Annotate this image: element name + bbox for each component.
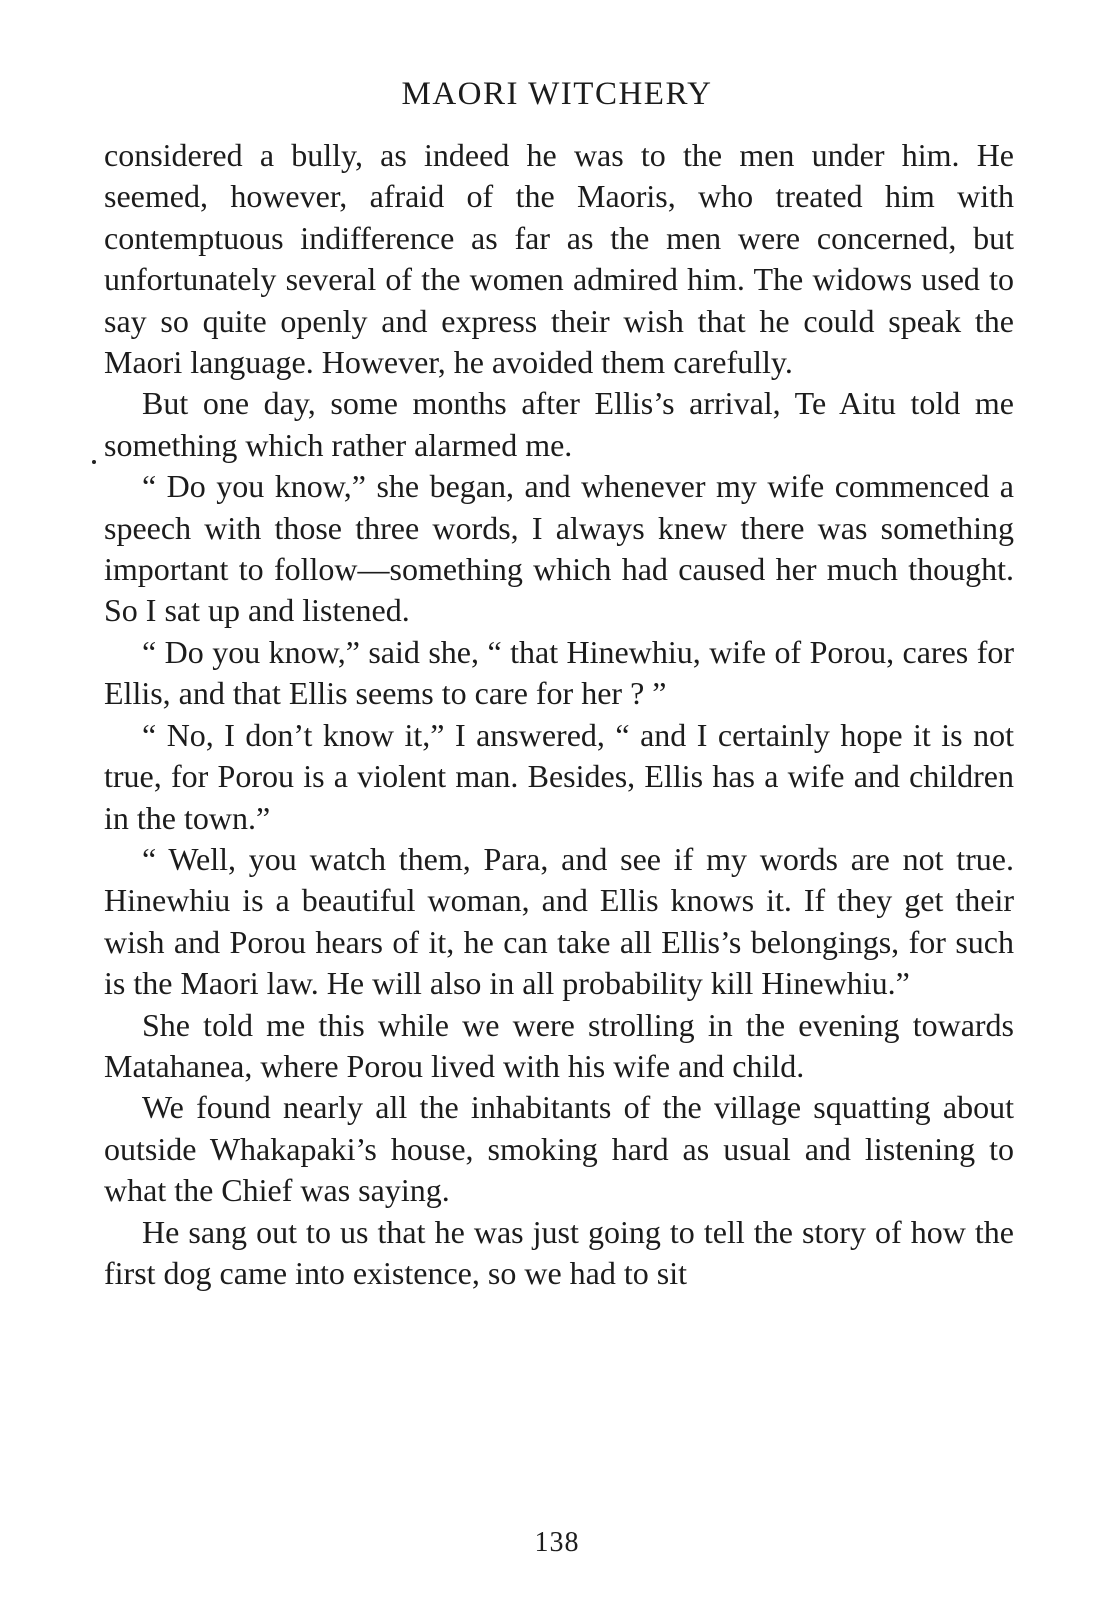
- running-title: MAORI WITCHERY: [401, 76, 713, 112]
- page-number: 138: [534, 1527, 580, 1558]
- paragraph: considered a bully, as indeed he was to the men under him. He seemed, however, afraid of the Maoris, who treated him with contemptuous indifference as far as the men were concerned, but unfortunately several of the women admired him. The widows used to say so quite openly and express their wish that he could speak the Maori language. However, he avoided them carefully.: [104, 137, 1014, 381]
- body-text: [104, 135, 1014, 1294]
- paragraph: But one day, some months after Ellis’s arrival, Te Aitu told me something which rather alarmed me.: [104, 385, 1014, 463]
- paragraph: “ Do you know,” said she, “ that Hinewhiu, wife of Porou, cares for Ellis, and that Ellis seems to care for her ? ”: [104, 633, 1014, 712]
- paragraph: “ No, I don’t know it,” I answered, “ and I certainly hope it is not true, for Porou is a violent man. Besides, Ellis has a wife and children in the town.”: [104, 716, 1014, 836]
- margin-mark: [92, 460, 96, 464]
- paragraph: “ Do you know,” she began, and whenever my wife commenced a speech with those three words, I always knew there was something important to follow—something which had caused her much thought. So I sat up and listened.: [104, 468, 1014, 629]
- paragraph: “ Well, you watch them, Para, and see if my words are not true. Hinewhiu is a beautiful woman, and Ellis knows it. If they get their wish and Porou hears of it, he can take all Ellis’s belongings, for such is the Maori law. He will also in all probability kill Hinewhiu.”: [104, 840, 1014, 1002]
- paragraph: We found nearly all the inhabitants of the village squatting about outside Whakapaki’s house, smoking hard as usual and listening to what the Chief was saying.: [104, 1089, 1014, 1209]
- paragraph: She told me this while we were strolling in the evening towards Matahanea, where Porou lived with his wife and child.: [104, 1006, 1014, 1084]
- paragraph: He sang out to us that he was just going to tell the story of how the first dog came into existence, so we had to sit: [104, 1213, 1014, 1291]
